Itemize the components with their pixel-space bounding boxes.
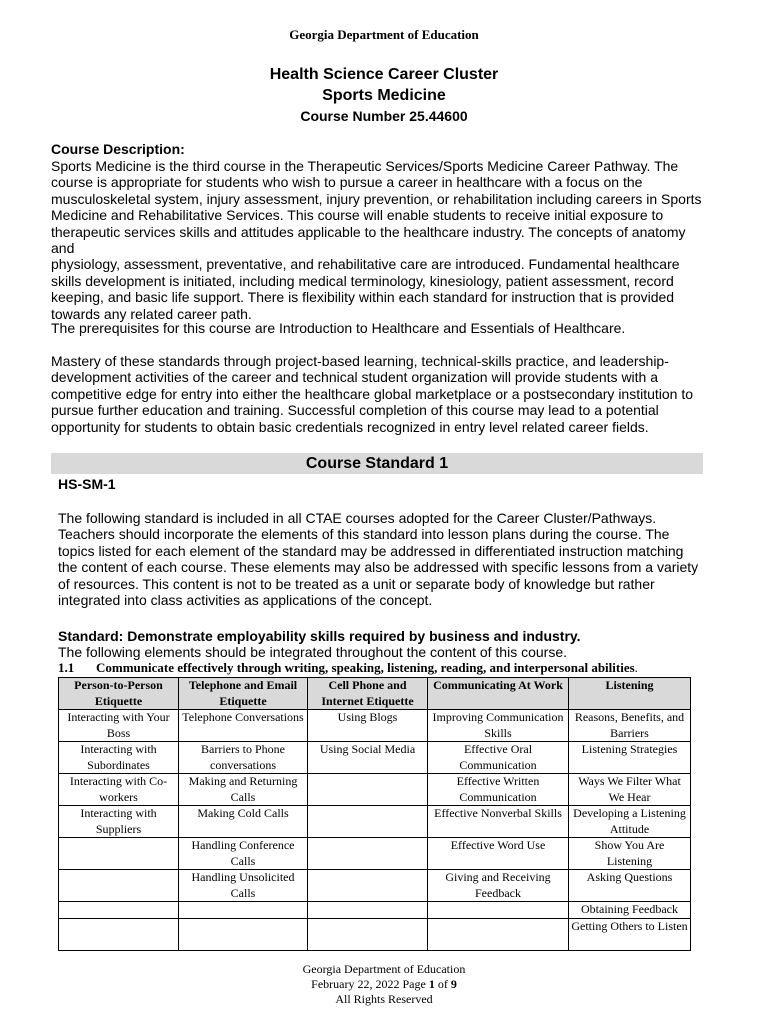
column-header: Listening [569,678,691,710]
intro-line: of resources. This content is not to be treated as a unit or separate body of knowledge but rather [58,575,655,592]
table-cell: Listening Strategies [569,742,691,774]
table-row [59,838,691,870]
table-cell [308,774,428,806]
table-cell [59,902,179,919]
table-row [59,774,691,806]
description-line: towards any related career path. [51,305,252,322]
table-cell [428,902,569,919]
description-line: keeping, and basic life support. There is flexibility within each standard for instruction that is provided [51,289,675,306]
footer-date: February 22, 2022 Page [311,977,429,991]
course-title: Sports Medicine [322,87,446,104]
table-cell: Telephone Conversations [179,710,308,742]
footer-page-total: 9 [450,977,457,991]
table-cell: Effective Written Communication [428,774,569,806]
mastery-line: Mastery of these standards through project-based learning, technical-skills practice, and leadership- [51,353,669,369]
table-cell: Interacting with Suppliers [59,806,179,838]
table-cell: Using Blogs [308,710,428,742]
table-cell: Ways We Filter What We Hear [569,774,691,806]
cluster-title: Health Science Career Cluster [269,66,499,83]
table-cell: Interacting with Subordinates [59,742,179,774]
table-cell: Asking Questions [569,870,691,902]
table-cell: Effective Nonverbal Skills [428,806,569,838]
footer-rights: All Rights Reserved [335,992,433,1006]
table-cell [59,870,179,902]
description-line: therapeutic services skills and attitudes applicable to the healthcare industry. The concepts of anatomy and [51,223,686,257]
footer-page-info [0,977,768,992]
element-number: 1.1 [58,660,75,675]
table-row [59,806,691,838]
standard-code: HS-SM-1 [58,476,116,492]
table-cell [59,918,179,950]
element-text: Communicate effectively through writing, speaking, listening, reading, and interpersonal abilities [96,660,635,675]
element-period: . [634,660,638,675]
table-header-row [59,678,691,710]
table-cell [308,918,428,950]
table-cell: Effective Word Use [428,838,569,870]
table-cell: Interacting with Co-workers [59,774,179,806]
element-1-1 [58,660,638,676]
course-description-body [51,158,711,322]
description-line: Medicine and Rehabilitative Services. This course will enable students to receive initial exposure to [51,207,664,224]
table-cell: Making Cold Calls [179,806,308,838]
table-cell: Getting Others to Listen [569,918,691,950]
table-row [59,918,691,950]
description-line: skills development is initiated, including medical terminology, kinesiology, patient assessment, record [51,272,674,289]
description-line: musculoskeletal system, injury assessment, injury prevention, or rehabilitation including careers in Sports [51,190,702,207]
table-cell: Handling Unsolicited Calls [179,870,308,902]
standard-statement: Standard: Demonstrate employability skills required by business and industry. [58,628,581,644]
table-cell: Obtaining Feedback [569,902,691,919]
table-row [59,870,691,902]
intro-line: The following standard is included in all CTAE courses adopted for the Career Cluster/Pathways. [58,510,657,526]
mastery-line: development activities of the career and technical student organization will provide students with a [51,369,659,386]
mastery-line: opportunity for students to obtain basic credentials recognized in entry level related career fields. [51,418,649,435]
mastery-paragraph [51,353,711,435]
table-cell: Barriers to Phone conversations [179,742,308,774]
intro-line: integrated into class activities as applications of the concept. [58,592,433,609]
table-cell: Effective Oral Communication [428,742,569,774]
description-line: course is appropriate for students who wish to pursue a career in healthcare with a focus on the [51,174,643,191]
footer-page-number: 1 [428,977,435,991]
course-description-heading: Course Description: [51,141,185,157]
table-cell: Making and Returning Calls [179,774,308,806]
column-header: Person-to-Person Etiquette [59,678,179,710]
prerequisites-text: The prerequisites for this course are Introduction to Healthcare and Essentials of Healthcare. [51,320,626,336]
table-cell: Developing a Listening Attitude [569,806,691,838]
table-cell [308,806,428,838]
department-header: Georgia Department of Education [289,27,479,42]
description-line: Sports Medicine is the third course in the Therapeutic Services/Sports Medicine Career Pathway. The [51,158,679,174]
intro-line: the content of each course. These elements may also be addressed with specific lessons from a variety [58,559,699,576]
column-header: Telephone and Email Etiquette [179,678,308,710]
elements-note: The following elements should be integrated throughout the content of this course. [58,644,567,660]
table-cell [179,918,308,950]
table-cell: Improving Communication Skills [428,710,569,742]
standard-intro [58,510,718,608]
column-header: Cell Phone and Internet Etiquette [308,678,428,710]
table-row [59,710,691,742]
table-cell [428,918,569,950]
table-row [59,742,691,774]
column-header: Communicating At Work [428,678,569,710]
description-line: physiology, assessment, preventative, and rehabilitative care are introduced. Fundamental healthcare [51,256,680,273]
mastery-line: competitive edge for entry into either the healthcare global marketplace or a postsecondary institution to [51,385,694,402]
intro-line: Teachers should incorporate the elements of this standard into lesson plans during the course. The [58,526,670,543]
table-cell [308,870,428,902]
table-cell: Interacting with Your Boss [59,710,179,742]
table-cell: Handling Conference Calls [179,838,308,870]
course-number: Course Number 25.44600 [300,108,468,124]
skills-table [58,677,691,951]
intro-line: topics listed for each element of the standard may be addressed in differentiated instruction matching [58,542,684,559]
table-cell: Reasons, Benefits, and Barriers [569,710,691,742]
footer-department: Georgia Department of Education [302,962,466,976]
table-row [59,902,691,919]
table-cell [59,838,179,870]
course-standard-bar: Course Standard 1 [51,453,703,474]
table-cell [308,902,428,919]
table-cell [179,902,308,919]
table-cell [308,838,428,870]
table-cell: Show You Are Listening [569,838,691,870]
table-cell: Giving and Receiving Feedback [428,870,569,902]
footer-of: of [434,977,451,991]
table-cell: Using Social Media [308,742,428,774]
mastery-line: pursue further education and training. Successful completion of this course may lead to a potential [51,402,659,419]
